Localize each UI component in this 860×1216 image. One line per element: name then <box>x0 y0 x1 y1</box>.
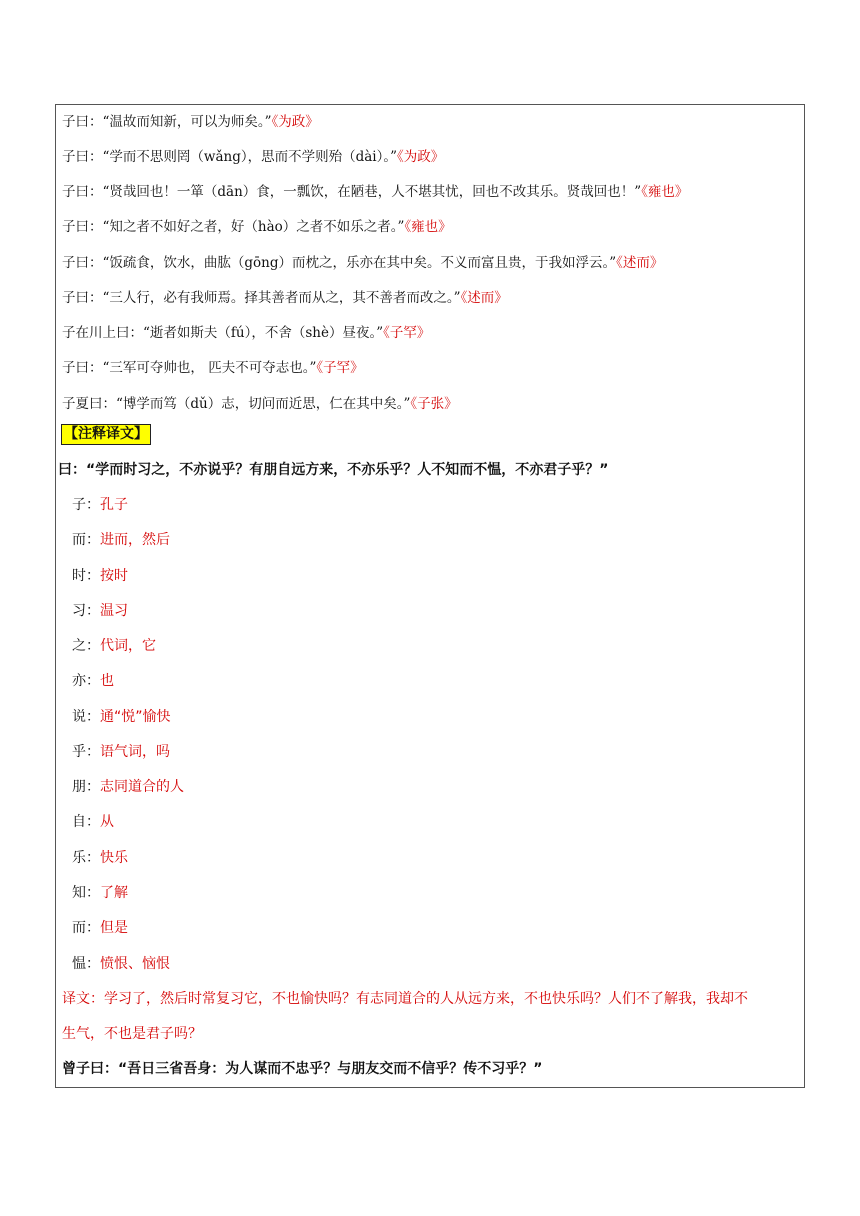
glossary-item <box>72 954 170 974</box>
glossary-definition: 志同道合的人 <box>100 779 184 795</box>
glossary-definition: 但是 <box>100 920 128 936</box>
translation-line-1: 译文：学习了，然后时常复习它，不也愉快吗？有志同道合的人从远方来，不也快乐吗？人们不了解我，我却不 <box>62 991 748 1007</box>
quote-text: 子曰：“温故而知新，可以为师矣。” <box>62 114 272 130</box>
quote-line <box>62 358 364 378</box>
glossary-definition: 温习 <box>100 603 128 619</box>
glossary-definition: 也 <box>100 673 114 689</box>
glossary-term: 乐： <box>72 850 100 866</box>
glossary-definition: 了解 <box>100 885 128 901</box>
quote-text: 子曰：“饭疏食，饮水，曲肱（gōng）而枕之，乐亦在其中矣。不义而富且贵，于我如浮云。” <box>62 255 617 271</box>
document-frame <box>55 104 805 1088</box>
notes-header: 【注释译文】 <box>61 424 151 445</box>
quote-source: 《为政》 <box>271 114 319 130</box>
quote-source: 《子罕》 <box>383 325 431 341</box>
glossary-item <box>72 671 114 691</box>
translation-line-2: 生气，不也是君子吗？ <box>62 1026 202 1042</box>
quote-text: 子曰：“三人行，必有我师焉。择其善者而从之，其不善者而改之。” <box>62 290 461 306</box>
glossary-definition: 进而，然后 <box>100 532 170 548</box>
glossary-term: 时： <box>72 568 100 584</box>
quote-source: 《子罕》 <box>316 360 364 376</box>
glossary-definition: 语气词，吗 <box>100 744 170 760</box>
glossary-item <box>72 530 170 550</box>
glossary-item <box>72 566 128 586</box>
glossary-definition: 按时 <box>100 568 128 584</box>
glossary-definition: 代词，它 <box>100 638 156 654</box>
glossary-term: 之： <box>72 638 100 654</box>
quote-text: 子在川上曰：“逝者如斯夫（fú），不舍（shè）昼夜。” <box>62 325 384 341</box>
quote-line <box>62 182 688 202</box>
next-quote: 曾子曰：“吾日三省吾身：为人谋而不忠乎？与朋友交而不信乎？传不习乎？” <box>62 1061 543 1077</box>
quote-source: 《子张》 <box>410 396 458 412</box>
quote-line <box>62 217 452 237</box>
glossary-item <box>72 742 170 762</box>
quote-text: 子曰：“三军可夺帅也， 匹夫不可夺志也。” <box>62 360 317 376</box>
glossary-term: 子： <box>72 497 100 513</box>
glossary-term: 乎： <box>72 744 100 760</box>
glossary-term: 愠： <box>72 956 100 972</box>
glossary-item <box>72 848 128 868</box>
glossary-item <box>72 636 156 656</box>
glossary-definition: 愤恨、恼恨 <box>100 956 170 972</box>
glossary-definition: 从 <box>100 814 114 830</box>
quote-line <box>62 112 319 132</box>
glossary-term: 朋： <box>72 779 100 795</box>
quote-line <box>62 394 458 414</box>
glossary-item <box>72 601 128 621</box>
quote-source: 《述而》 <box>616 255 664 271</box>
glossary-term: 自： <box>72 814 100 830</box>
glossary-item <box>72 883 128 903</box>
glossary-item <box>72 918 128 938</box>
quote-source: 《述而》 <box>460 290 508 306</box>
glossary-term: 而： <box>72 532 100 548</box>
glossary-term: 而： <box>72 920 100 936</box>
main-quote: 曰：“学而时习之，不亦说乎？有朋自远方来，不亦乐乎？人不知而不愠，不亦君子乎？” <box>58 462 609 478</box>
quote-text: 子曰：“学而不思则罔（wǎng），思而不学则殆（dài）。” <box>62 149 398 165</box>
glossary-definition: 通“悦”愉快 <box>100 709 171 725</box>
glossary-item <box>72 495 128 515</box>
quote-source: 《为政》 <box>397 149 445 165</box>
glossary-term: 说： <box>72 709 100 725</box>
quote-line <box>62 323 430 343</box>
glossary-term: 亦： <box>72 673 100 689</box>
glossary-term: 知： <box>72 885 100 901</box>
glossary-definition: 快乐 <box>100 850 128 866</box>
quote-line <box>62 147 444 167</box>
quote-text: 子曰：“贤哉回也！一箪（dān）食，一瓢饮，在陋巷，人不堪其忧，回也不改其乐。贤哉回也！” <box>62 184 642 200</box>
glossary-definition: 孔子 <box>100 497 128 513</box>
quote-source: 《雍也》 <box>404 219 452 235</box>
glossary-term: 习： <box>72 603 100 619</box>
quote-line <box>62 253 663 273</box>
quote-text: 子夏曰：“博学而笃（dǔ）志，切问而近思，仁在其中矣。” <box>62 396 411 412</box>
glossary-item <box>72 812 114 832</box>
quote-line <box>62 288 508 308</box>
glossary-item <box>72 777 184 797</box>
glossary-item <box>72 707 171 727</box>
quote-source: 《雍也》 <box>641 184 689 200</box>
quote-text: 子曰：“知之者不如好之者，好（hào）之者不如乐之者。” <box>62 219 405 235</box>
